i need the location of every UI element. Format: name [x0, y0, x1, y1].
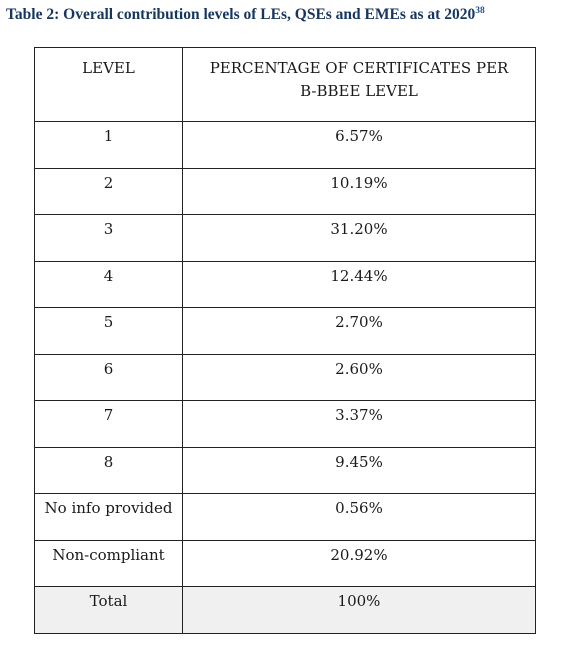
contribution-levels-table [34, 47, 536, 634]
level-cell: 1 [35, 122, 183, 169]
level-cell: 5 [35, 308, 183, 355]
table-row [35, 354, 536, 401]
percentage-cell: 31.20% [183, 215, 536, 262]
percentage-cell: 10.19% [183, 168, 536, 215]
table-row [35, 168, 536, 215]
percentage-cell: 2.60% [183, 354, 536, 401]
percentage-cell: 9.45% [183, 447, 536, 494]
level-cell: 8 [35, 447, 183, 494]
level-cell: 2 [35, 168, 183, 215]
header-level: LEVEL [35, 48, 183, 122]
total-label-cell: Total [35, 587, 183, 634]
percentage-cell: 2.70% [183, 308, 536, 355]
table-header-row [35, 48, 536, 122]
table-row [35, 401, 536, 448]
percentage-cell: 3.37% [183, 401, 536, 448]
table-caption [6, 6, 485, 24]
table-row [35, 540, 536, 587]
level-cell: 7 [35, 401, 183, 448]
table-row [35, 215, 536, 262]
level-cell: 6 [35, 354, 183, 401]
table-row [35, 447, 536, 494]
table-row [35, 494, 536, 541]
footnote-marker[interactable]: 38 [475, 6, 485, 16]
table-row [35, 122, 536, 169]
table-row [35, 308, 536, 355]
percentage-cell: 12.44% [183, 261, 536, 308]
caption-text: Table 2: Overall contribution levels of LEs, QSEs and EMEs as at 2020 [6, 6, 476, 23]
level-cell: Non-compliant [35, 540, 183, 587]
percentage-cell: 0.56% [183, 494, 536, 541]
total-row [35, 587, 536, 634]
header-percentage: PERCENTAGE OF CERTIFICATES PER B-BBEE LEVEL [183, 48, 536, 122]
percentage-cell: 6.57% [183, 122, 536, 169]
level-cell: No info provided [35, 494, 183, 541]
level-cell: 4 [35, 261, 183, 308]
table-row [35, 261, 536, 308]
total-percentage-cell: 100% [183, 587, 536, 634]
percentage-cell: 20.92% [183, 540, 536, 587]
level-cell: 3 [35, 215, 183, 262]
